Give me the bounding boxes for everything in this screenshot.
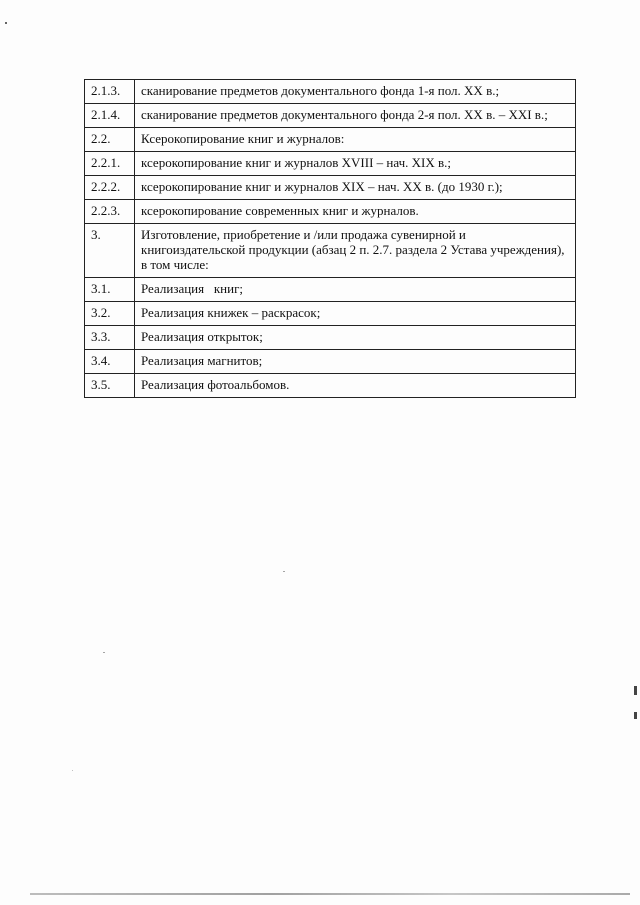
- table-row: [85, 152, 576, 176]
- table-row: [85, 104, 576, 128]
- row-text: ксерокопирование книг и журналов XIX – нач. XX в. (до 1930 г.);: [135, 176, 576, 200]
- row-number: 3.5.: [85, 374, 135, 398]
- row-number: 3.3.: [85, 326, 135, 350]
- scan-speck: [72, 770, 73, 771]
- row-number: 2.2.: [85, 128, 135, 152]
- row-text: Изготовление, приобретение и /или продажа сувенирной и книгоиздательской продукции (абзац 2 п. 2.7. раздела 2 Устава учреждения), в том числе:: [135, 224, 576, 278]
- row-text: сканирование предметов документального фонда 1-я пол. XX в.;: [135, 80, 576, 104]
- row-text: Реализация фотоальбомов.: [135, 374, 576, 398]
- scan-speck: [5, 22, 7, 24]
- table-row: [85, 224, 576, 278]
- row-text: Ксерокопирование книг и журналов:: [135, 128, 576, 152]
- scan-edge-mark: [634, 686, 637, 695]
- row-number: 2.2.2.: [85, 176, 135, 200]
- row-number: 3.: [85, 224, 135, 278]
- table-row: [85, 326, 576, 350]
- scan-edge-mark: [634, 712, 637, 719]
- table-row: [85, 278, 576, 302]
- row-number: 3.2.: [85, 302, 135, 326]
- row-number: 2.2.3.: [85, 200, 135, 224]
- row-text: Реализация книжек – раскрасок;: [135, 302, 576, 326]
- table-row: [85, 80, 576, 104]
- row-text: Реализация открыток;: [135, 326, 576, 350]
- table-row: [85, 176, 576, 200]
- row-number: 2.2.1.: [85, 152, 135, 176]
- row-number: 2.1.4.: [85, 104, 135, 128]
- table-row: [85, 302, 576, 326]
- row-text: Реализация книг;: [135, 278, 576, 302]
- table-row: [85, 374, 576, 398]
- row-number: 3.4.: [85, 350, 135, 374]
- scan-speck: [103, 652, 105, 653]
- table-row: [85, 128, 576, 152]
- table-row: [85, 350, 576, 374]
- row-text: сканирование предметов документального фонда 2-я пол. XX в. – XXI в.;: [135, 104, 576, 128]
- row-number: 2.1.3.: [85, 80, 135, 104]
- scan-speck: [283, 571, 285, 572]
- row-text: ксерокопирование книг и журналов XVIII – нач. XIX в.;: [135, 152, 576, 176]
- row-text: Реализация магнитов;: [135, 350, 576, 374]
- table-row: [85, 200, 576, 224]
- services-table: [84, 79, 576, 398]
- scan-bottom-edge: [30, 893, 630, 895]
- row-text: ксерокопирование современных книг и журналов.: [135, 200, 576, 224]
- row-number: 3.1.: [85, 278, 135, 302]
